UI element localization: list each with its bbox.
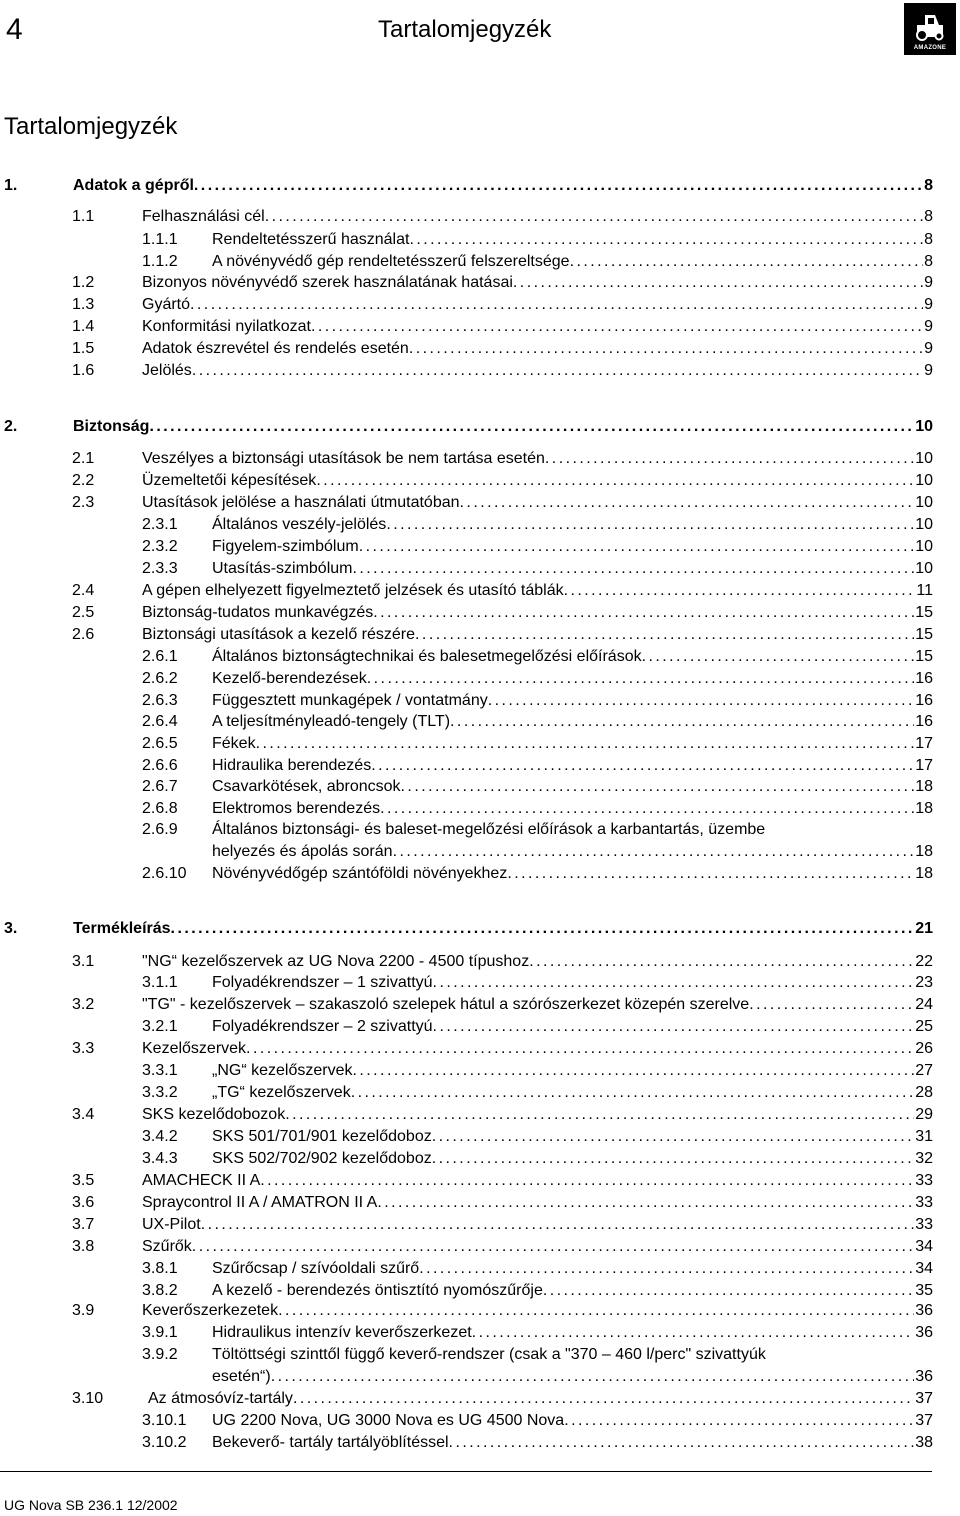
toc-dot-leader: [415, 624, 914, 646]
toc-entry-number: 3.6: [72, 1194, 95, 1211]
toc-dot-leader: [460, 492, 915, 514]
toc-entry[interactable]: [0, 1280, 933, 1302]
toc-page-number: 18: [915, 800, 933, 817]
toc-entry-text: esetén“): [212, 1368, 271, 1385]
toc-dot-leader: [409, 229, 923, 251]
toc-dot-leader: [433, 972, 915, 994]
toc-entry[interactable]: [0, 624, 933, 646]
toc-entry-number: 3.4: [72, 1106, 95, 1123]
toc-dot-leader: [260, 1170, 914, 1192]
toc-entry[interactable]: [0, 272, 933, 294]
toc-entry-text: SKS 502/702/902 kezelődoboz: [212, 1150, 432, 1167]
toc-entry-number: 3.1.1: [142, 974, 178, 991]
logo-brand-text: AMAZONE: [913, 45, 947, 51]
toc-entry-number: 3.: [4, 920, 18, 937]
toc-entry-text: Fékek: [212, 735, 256, 752]
toc-entry-number: 2.6.2: [142, 670, 178, 687]
toc-page-number: 32: [915, 1150, 933, 1167]
toc-page-number: 9: [924, 318, 933, 335]
toc-entry-number: 3.3.2: [142, 1084, 178, 1101]
toc-page-number: 36: [915, 1324, 933, 1341]
toc-entry-number: 1.5: [72, 340, 95, 357]
toc-page-number: 22: [915, 953, 933, 970]
toc-dot-leader: [190, 294, 923, 316]
toc-entry[interactable]: [0, 668, 933, 690]
toc-dot-leader: [449, 1432, 915, 1454]
toc-entry[interactable]: [0, 1060, 933, 1082]
toc-page-number: 26: [915, 1040, 933, 1057]
toc-entry-number: 2.6.9: [142, 821, 178, 838]
toc-dot-leader: [545, 448, 914, 470]
toc-entry-text: UG 2200 Nova, UG 3000 Nova es UG 4500 Nova: [212, 1412, 565, 1429]
toc-entry[interactable]: [0, 558, 933, 580]
toc-entry-number: 2.6.6: [142, 757, 178, 774]
toc-dot-leader: [311, 316, 923, 338]
toc-dot-leader: [265, 206, 923, 228]
toc-entry[interactable]: [0, 1258, 933, 1280]
toc-entry[interactable]: [0, 206, 933, 228]
toc-entry[interactable]: [0, 994, 933, 1016]
toc-page-number: 16: [915, 692, 933, 709]
toc-entry-text: Konformitási nyilatkozat: [142, 318, 311, 335]
toc-entry[interactable]: [0, 316, 933, 338]
toc-dot-leader: [194, 175, 923, 197]
toc-entry-text: helyezés és ápolás során: [212, 843, 393, 860]
toc-entry[interactable]: [0, 580, 933, 602]
toc-entry-text: A növényvédő gép rendeltetésszerű felszereltsége: [212, 253, 570, 270]
toc-entry-number: 2.6.10: [142, 865, 187, 882]
toc-page-number: 36: [915, 1368, 933, 1385]
toc-entry-number: 2.6.8: [142, 800, 178, 817]
page-number: 4: [6, 13, 23, 46]
toc-entry[interactable]: [0, 733, 933, 755]
toc-entry[interactable]: [0, 1410, 933, 1432]
toc-dot-leader: [380, 798, 914, 820]
toc-page-number: 35: [915, 1282, 933, 1299]
toc-entry-number: 3.8: [72, 1238, 95, 1255]
toc-entry-text: Folyadékrendszer – 1 szivattyú: [212, 974, 433, 991]
toc-dot-leader: [488, 690, 914, 712]
toc-page-number: 10: [915, 450, 933, 467]
toc-dot-leader: [450, 711, 914, 733]
toc-entry-text: Hidraulikus intenzív keverőszerkezet: [212, 1324, 472, 1341]
toc-entry-number: 3.1: [72, 953, 95, 970]
toc-page-number: 15: [915, 626, 933, 643]
toc-entry[interactable]: [0, 536, 933, 558]
toc-dot-leader: [377, 1192, 914, 1214]
toc-dot-leader: [513, 272, 923, 294]
toc-entry-number: 2.2: [72, 472, 95, 489]
toc-entry[interactable]: [0, 1344, 933, 1388]
toc-entry-text: Bekeverő- tartály tartályöblítéssel: [212, 1434, 449, 1451]
toc-entry-number: 3.5: [72, 1172, 95, 1189]
toc-page-number: 29: [915, 1106, 933, 1123]
toc-page-number: 33: [915, 1194, 933, 1211]
toc-dot-leader: [278, 1300, 914, 1322]
toc-page-number: 11: [916, 582, 933, 599]
toc-entry-text: Kezelő-berendezések: [212, 670, 367, 687]
toc-entry-text: Adatok észrevétel és rendelés esetén: [142, 340, 409, 357]
toc-dot-leader: [401, 776, 915, 798]
toc-page-number: 34: [915, 1260, 933, 1277]
toc-dot-leader: [201, 1214, 915, 1236]
toc-entry[interactable]: [0, 294, 933, 316]
toc-entry-number: 3.7: [72, 1216, 95, 1233]
toc-entry[interactable]: [0, 1038, 933, 1060]
toc-entry-text: SKS 501/701/901 kezelődoboz: [212, 1128, 432, 1145]
toc-entry[interactable]: [0, 470, 933, 492]
toc-entry-text: Utasítások jelölése a használati útmutatóban: [142, 494, 460, 511]
toc-page-number: 27: [915, 1062, 933, 1079]
toc-entry-text: Elektromos berendezés: [212, 800, 381, 817]
toc-entry-number: 1.1.2: [142, 253, 178, 270]
toc-entry-number: 2.6.3: [142, 692, 178, 709]
toc-entry-text: A gépen elhelyezett figyelmeztető jelzések és utasító táblák: [142, 582, 564, 599]
toc-dot-leader: [192, 360, 923, 382]
toc-page-number: 18: [915, 778, 933, 795]
toc-dot-leader: [285, 1104, 914, 1126]
toc-page-number: 15: [915, 604, 933, 621]
toc-entry-text: „TG“ kezelőszervek: [212, 1084, 351, 1101]
toc-dot-leader: [192, 1236, 914, 1258]
toc-entry[interactable]: [0, 776, 933, 798]
toc-entry-text: Rendeltetésszerű használat: [212, 231, 410, 248]
toc-dot-leader: [393, 841, 915, 863]
toc-page-number: 23: [915, 974, 933, 991]
toc-entry-number: 1.1.1: [142, 231, 178, 248]
toc-page-number: 8: [924, 231, 933, 248]
toc-entry[interactable]: [0, 1148, 933, 1170]
footer-text: UG Nova SB 236.1 12/2002: [4, 1497, 178, 1513]
toc-dot-leader: [149, 416, 914, 438]
toc-dot-leader: [564, 580, 916, 602]
toc-entry[interactable]: [0, 690, 933, 712]
toc-entry[interactable]: [0, 1236, 933, 1258]
toc-entry[interactable]: [0, 798, 933, 820]
toc-entry-text: A kezelő - berendezés öntisztító nyomószűrője: [212, 1282, 543, 1299]
toc-entry-number: 2.5: [72, 604, 95, 621]
toc-dot-leader: [749, 994, 914, 1016]
toc-entry-number: 3.2: [72, 996, 95, 1013]
toc-entry-text: Felhasználási cél: [142, 208, 265, 225]
toc-dot-leader: [316, 470, 914, 492]
toc-entry-text: Általános veszély-jelölés: [212, 516, 387, 533]
toc-dot-leader: [367, 668, 914, 690]
toc-dot-leader: [529, 951, 914, 973]
document-title: Tartalomjegyzék: [4, 113, 178, 140]
toc-entry-text: Gyártó: [142, 296, 191, 313]
toc-dot-leader: [564, 1410, 914, 1432]
toc-dot-leader: [472, 1322, 915, 1344]
toc-chapter-entry[interactable]: [0, 416, 933, 438]
toc-entry[interactable]: [0, 492, 933, 514]
toc-entry-text: Bizonyos növényvédő szerek használatának hatásai: [142, 274, 513, 291]
toc-entry[interactable]: [0, 1192, 933, 1214]
toc-entry-number: 2.6.1: [142, 648, 178, 665]
toc-entry-text-first-line: Töltöttségi szinttől függő keverő-rendszer (csak a "370 – 460 l/perc" szivattyúk: [212, 1346, 766, 1363]
toc-entry-text: Termékleírás: [73, 920, 171, 937]
toc-page-number: 33: [915, 1172, 933, 1189]
toc-entry-number: 1.4: [72, 318, 95, 335]
toc-entry-text: Biztonsági utasítások a kezelő részére: [142, 626, 416, 643]
toc-entry-number: 3.9: [72, 1302, 95, 1319]
toc-page-number: 38: [915, 1434, 933, 1451]
toc-entry[interactable]: [0, 1322, 933, 1344]
toc-entry-number: 3.2.1: [142, 1018, 178, 1035]
toc-page-number: 17: [915, 757, 933, 774]
toc-dot-leader: [171, 918, 915, 940]
toc-entry[interactable]: [0, 711, 933, 733]
toc-entry-number: 1.: [4, 177, 18, 194]
toc-entry[interactable]: [0, 1082, 933, 1104]
toc-entry[interactable]: [0, 1432, 933, 1454]
toc-entry-text: Adatok a gépről: [73, 177, 194, 194]
toc-page-number: 9: [924, 362, 933, 379]
toc-entry-number: 1.6: [72, 362, 95, 379]
toc-page-number: 10: [915, 418, 933, 435]
toc-entry-number: 3.10: [72, 1390, 104, 1407]
toc-dot-leader: [359, 536, 915, 558]
toc-entry-text: Szűrők: [142, 1238, 192, 1255]
toc-entry-number: 1.1: [72, 208, 95, 225]
toc-entry[interactable]: [0, 602, 933, 624]
toc-page-number: 9: [924, 274, 933, 291]
toc-page-number: 10: [915, 560, 933, 577]
toc-entry-number: 2.6: [72, 626, 95, 643]
toc-chapter-entry[interactable]: [0, 175, 933, 197]
toc-dot-leader: [352, 558, 914, 580]
toc-page-number: 10: [915, 538, 933, 555]
toc-entry-number: 3.8.2: [142, 1282, 178, 1299]
toc-entry-text: Üzemeltetői képesítések: [142, 472, 317, 489]
toc-entry-text: Általános biztonságtechnikai és balesetmegelőzési előírások: [212, 648, 642, 665]
toc-entry-number: 2.: [4, 418, 18, 435]
header-title: Tartalomjegyzék: [378, 16, 552, 43]
toc-page-number: 16: [915, 713, 933, 730]
toc-page-number: 36: [915, 1302, 933, 1319]
toc-entry-text: Függesztett munkagépek / vontatmány: [212, 692, 488, 709]
toc-entry-text: Szűrőcsap / szívóoldali szűrő: [212, 1260, 420, 1277]
toc-page-number: 33: [915, 1216, 933, 1233]
toc-entry[interactable]: [0, 1300, 933, 1322]
toc-dot-leader: [351, 1082, 915, 1104]
toc-dot-leader: [371, 755, 914, 777]
toc-page-number: 37: [915, 1412, 933, 1429]
toc-entry[interactable]: [0, 819, 933, 863]
toc-entry-number: 2.3: [72, 494, 95, 511]
toc-page-number: 10: [915, 516, 933, 533]
toc-entry-text: "NG“ kezelőszervek az UG Nova 2200 - 4500 típushoz: [142, 953, 530, 970]
toc-entry-number: 2.4: [72, 582, 95, 599]
toc-entry[interactable]: [0, 1016, 933, 1038]
toc-page-number: 25: [915, 1018, 933, 1035]
toc-entry[interactable]: [0, 338, 933, 360]
toc-entry-text: Spraycontrol II A / AMATRON II A: [142, 1194, 378, 1211]
toc-entry-number: 2.3.1: [142, 516, 178, 533]
toc-dot-leader: [570, 251, 924, 273]
toc-entry-text: UX-Pilot: [142, 1216, 201, 1233]
toc-entry-number: 1.3: [72, 296, 95, 313]
toc-dot-leader: [642, 646, 915, 668]
toc-entry[interactable]: [0, 1388, 933, 1410]
toc-entry-text: A teljesítményleadó-tengely (TLT): [212, 713, 451, 730]
toc-page-number: 9: [924, 296, 933, 313]
toc-entry[interactable]: [0, 229, 933, 251]
toc-entry[interactable]: [0, 951, 933, 973]
toc-entry-number: 3.4.3: [142, 1150, 178, 1167]
toc-page-number: 8: [924, 177, 933, 194]
toc-page-number: 15: [915, 648, 933, 665]
toc-page-number: 21: [915, 920, 933, 937]
toc-dot-leader: [271, 1366, 915, 1388]
toc-entry-text: „NG“ kezelőszervek: [212, 1062, 353, 1079]
toc-entry-number: 3.3: [72, 1040, 95, 1057]
toc-entry-text: Növényvédőgép szántóföldi növényekhez: [212, 865, 508, 882]
toc-dot-leader: [386, 514, 914, 536]
toc-page-number: 17: [915, 735, 933, 752]
toc-entry-number: 3.8.1: [142, 1260, 178, 1277]
toc-dot-leader: [352, 1060, 914, 1082]
toc-entry-number: 3.4.2: [142, 1128, 178, 1145]
toc-entry[interactable]: [0, 1170, 933, 1192]
footer-rule: [0, 1471, 932, 1472]
toc-page-number: 28: [915, 1084, 933, 1101]
toc-page-number: 8: [924, 208, 933, 225]
toc-page-number: 16: [915, 670, 933, 687]
toc-entry-text: Csavarkötések, abroncsok: [212, 778, 401, 795]
toc-page-number: 10: [915, 472, 933, 489]
toc-entry-number: 3.10.1: [142, 1412, 187, 1429]
toc-entry-text: Biztonság-tudatos munkavégzés: [142, 604, 374, 621]
toc-entry-text: SKS kezelődobozok: [142, 1106, 286, 1123]
toc-entry[interactable]: [0, 251, 933, 273]
toc-entry[interactable]: [0, 514, 933, 536]
toc-entry[interactable]: [0, 972, 933, 994]
toc-dot-leader: [256, 733, 915, 755]
toc-page-number: 8: [924, 253, 933, 270]
toc-entry-number: 2.3.2: [142, 538, 178, 555]
toc-page-number: 24: [915, 996, 933, 1013]
toc-chapter-entry[interactable]: [0, 918, 933, 940]
toc-dot-leader: [419, 1258, 914, 1280]
toc-entry-number: 3.9.1: [142, 1324, 178, 1341]
toc-entry-text: "TG" - kezelőszervek – szakaszoló szelepek hátul a szórószerkezet közepén szerelve: [142, 996, 750, 1013]
toc-page-number: 34: [915, 1238, 933, 1255]
toc-entry-text: Jelölés: [142, 362, 192, 379]
toc-entry-text: Figyelem-szimbólum: [212, 538, 359, 555]
toc-entry[interactable]: [0, 448, 933, 470]
toc-entry-text: Folyadékrendszer – 2 szivattyú: [212, 1018, 433, 1035]
toc-entry[interactable]: [0, 1214, 933, 1236]
toc-dot-leader: [409, 338, 923, 360]
toc-dot-leader: [432, 1126, 914, 1148]
toc-entry-text: Az átmosóvíz-tartály: [148, 1390, 293, 1407]
toc-page-number: 10: [915, 494, 933, 511]
toc-entry-number: 2.1: [72, 450, 95, 467]
toc-page-number: 9: [924, 340, 933, 357]
toc-dot-leader: [507, 863, 914, 885]
toc-dot-leader: [293, 1388, 914, 1410]
toc-entry-text: AMACHECK II A: [142, 1172, 261, 1189]
toc-entry-text: Utasítás-szimbólum: [212, 560, 353, 577]
toc-entry[interactable]: [0, 360, 933, 382]
toc-entry-text: Kezelőszervek: [142, 1040, 247, 1057]
toc-entry-number: 2.6.4: [142, 713, 178, 730]
toc-page-number: 37: [915, 1390, 933, 1407]
toc-page-number: 18: [915, 865, 933, 882]
toc-entry-number: 3.3.1: [142, 1062, 178, 1079]
toc-dot-leader: [543, 1280, 914, 1302]
toc-entry-text-first-line: Általános biztonsági- és baleset-megelőzési előírások a karbantartás, üzembe: [212, 821, 766, 838]
toc-dot-leader: [433, 1016, 915, 1038]
toc-entry[interactable]: [0, 646, 933, 668]
toc-entry-number: 2.6.5: [142, 735, 178, 752]
toc-dot-leader: [246, 1038, 914, 1060]
toc-entry-text: Keverőszerkezetek: [142, 1302, 279, 1319]
toc-entry[interactable]: [0, 863, 933, 885]
toc-entry-number: 1.2: [72, 274, 95, 291]
toc-entry-number: 3.10.2: [142, 1434, 187, 1451]
toc-entry-number: 2.3.3: [142, 560, 178, 577]
toc-entry-text: Veszélyes a biztonsági utasítások be nem tartása esetén: [142, 450, 545, 467]
toc-entry-number: 3.9.2: [142, 1346, 178, 1363]
toc-dot-leader: [373, 602, 914, 624]
toc-entry-number: 2.6.7: [142, 778, 178, 795]
toc-entry[interactable]: [0, 1126, 933, 1148]
toc-entry-text: Hidraulika berendezés: [212, 757, 372, 774]
toc-entry[interactable]: [0, 1104, 933, 1126]
toc-page-number: 18: [915, 843, 933, 860]
toc-page-number: 31: [915, 1128, 933, 1145]
toc-entry[interactable]: [0, 755, 933, 777]
toc-dot-leader: [432, 1148, 914, 1170]
toc-entry-text: Biztonság: [73, 418, 150, 435]
